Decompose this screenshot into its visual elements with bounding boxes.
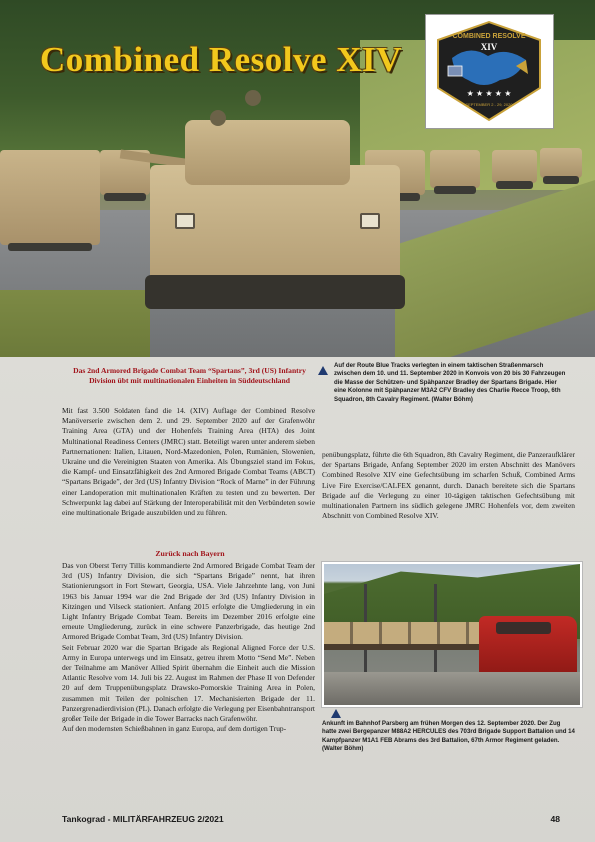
logo-top-text: COMBINED RESOLVE — [452, 33, 526, 40]
exercise-logo — [425, 14, 554, 129]
svg-text:★ ★ ★ ★ ★: ★ ★ ★ ★ ★ — [466, 89, 512, 98]
section-text — [62, 561, 315, 734]
headlight — [360, 213, 380, 229]
paragraph: Seit Februar 2020 war die Spartan Brigade als Regional Aligned Force der U.S. Army in Europa unterwegs und im Einsatz, getreu ihrem Motto “Send Me”. Neben der Teilnahme am Manöver Allied Spirit übernahm die Einheit auch die Mission Atlantic Resolve vom 14. Juli bis 22. August im Rahmen der Phase II von Defender 20 auf dem Truppenübungsplatz Drawsko-Pomorskie Training Area in Polen, zusammen mit Teilen der polnischen 17. Mechanisierten Brigade der 11. Panzergrenadierdivision (PL). Danach erfolgte die Verlegung per Eisenbahntransport großer Teile der Brigade in die Tower Barracks nach Grafenwöhr. — [62, 642, 315, 724]
paragraph: Auf den modernsten Schießbahnen in ganz Europa, auf dem dortigen Trup- — [62, 724, 287, 734]
page-number: 48 — [550, 814, 560, 824]
section-heading: Zurück nach Bayern — [155, 549, 225, 558]
paragraph: Mit fast 3.500 Soldaten fand die 14. (XIV) Auflage der Combined Resolve Manöverserie zwischen dem 2. und 29. September 2020 auf der Grafenwöhr Training Area (GTA) und der Hohenfels Training Area (HTA) des Joint Multinational Readiness Centers (JMRC) statt. Beteiligt waren unter anderem sieben Partnernationen: Italien, Litauen, Nord-Mazedonien, Polen, Rumänien, Slowenien, Ukraine und die Vereinigten Staaten von Amerika. Als Übungsziel stand im Fokus, die Kampf- und Einsatzfähigkeit des 2nd Armored Brigade Combat Teams (ABCT) “Spartans Brigade”, der 3rd (US) Infantry Division “Rock of Marne” in der Führung einer Landoperation mit multinationalen Kräften zu testen und zu bewerten. Der Schwerpunkt lag dabei auf Stärkung der Interoperabilität mit den Verbündeten sowie eine multinationale Brigade auszubilden und zu führen. — [62, 406, 315, 518]
crew-member — [210, 110, 226, 126]
logo-roman-numeral: XIV — [480, 42, 498, 52]
rail-platform — [324, 672, 580, 705]
caption-arrow-icon — [331, 709, 341, 718]
intro-text — [62, 406, 315, 518]
hero-photo-bradley-convoy — [0, 0, 595, 357]
caption-arrow-icon — [318, 366, 328, 375]
track — [145, 275, 405, 309]
right-column-text — [322, 450, 575, 521]
headlight — [175, 213, 195, 229]
page-title: Combined Resolve XIV — [40, 40, 402, 79]
publication-name: Tankograd - MILITÄRFAHRZEUG 2/2021 — [62, 814, 224, 824]
bradley-vehicle-convoy-3 — [492, 150, 537, 183]
train-photo — [322, 562, 582, 707]
page-footer — [62, 814, 560, 824]
logo-bottom-text: SEPTEMBER 2 - 29, 2020 — [465, 102, 513, 107]
paragraph: Das von Oberst Terry Tillis kommandierte 2nd Armored Brigade Combat Team der 3rd (US) Infantry Division, die sich “Spartans Brigade” nennt, hat ihren Stationierungsort in Fort Stewart, Georgia, USA. Viele Jahrzehnte lang, von Juni 1963 bis Januar 1994 war die 2nd Brigade der 3rd (US) Infantry Division in Kitzingen und Vilseck stationiert. Anfang 2015 erfolgte die Umgliederung in ein Light Infantry Brigade Combat Team. Bereits im Dezember 2016 erfolgte eine erneute Umgliederung, zurück in eine schwere Panzerbrigade, das heutige 2nd Armored Brigade Combat Team, 3rd (US) Infantry Division. — [62, 561, 315, 642]
combined-resolve-xiv-patch-icon — [430, 18, 548, 124]
bradley-vehicle-foreground — [150, 95, 400, 315]
locomotive-windows — [496, 622, 551, 634]
photo-caption-convoy: Auf der Route Blue Tracks verlegten in einem taktischen Straßenmarsch zwischen dem 10. und 11. September 2020 in Konvois von 20 bis 30 Fahrzeugen die Masse der Schützen- und Spähpanzer Bradley der Spartans Brigade. Hier eine Kolonne mit Spähpanzer M3A2 CFV Bradley des Charlie Recce Troop, 6th Squadron, 8th Cavalry Regiment. (Walter Böhm) — [334, 362, 566, 403]
bradley-vehicle-left — [0, 150, 100, 245]
article-subhead: Das 2nd Armored Brigade Combat Team “Spartans”, 3rd (US) Infantry Division übt mit multinationalen Einheiten in Süddeutschland — [73, 366, 306, 386]
bradley-vehicle-convoy-2 — [430, 150, 480, 188]
crew-member — [245, 90, 261, 106]
photo-caption-train: Ankunft im Bahnhof Parsberg am frühen Morgen des 12. September 2020. Der Zug hatte zwei Bergepanzer M88A2 HERCULES des 703rd Brigade Support Battalion und 14 Kampfpanzer M1A1 FEB Abrams des 3rd Battalion, 67th Armor Regiment geladen. (Walter Böhm) — [322, 720, 575, 753]
paragraph: penübungsplatz, führte die 6th Squadron, 8th Cavalry Regiment, die Panzeraufklärer der Spartans Brigade, Anfang September 2020 im ersten Abschnitt des Manövers Combined Resolve XIV eine Gefechtsübung im scharfen Schuß, Combined Arms Live Fire Exercise/CALFEX genannt, durch. Danach bereitete sich die Spartans Brigade auf die Verlegung zu einer 10-tägigen taktischen Gefechtsübung mit multinationalen Partnern ins südlich gelegene JMRC Hohenfels vor, dem zweiten Abschnitt von Combined Resolve XIV. — [322, 450, 575, 521]
roadside-verge — [0, 290, 150, 357]
bradley-vehicle-convoy-4 — [540, 148, 582, 178]
